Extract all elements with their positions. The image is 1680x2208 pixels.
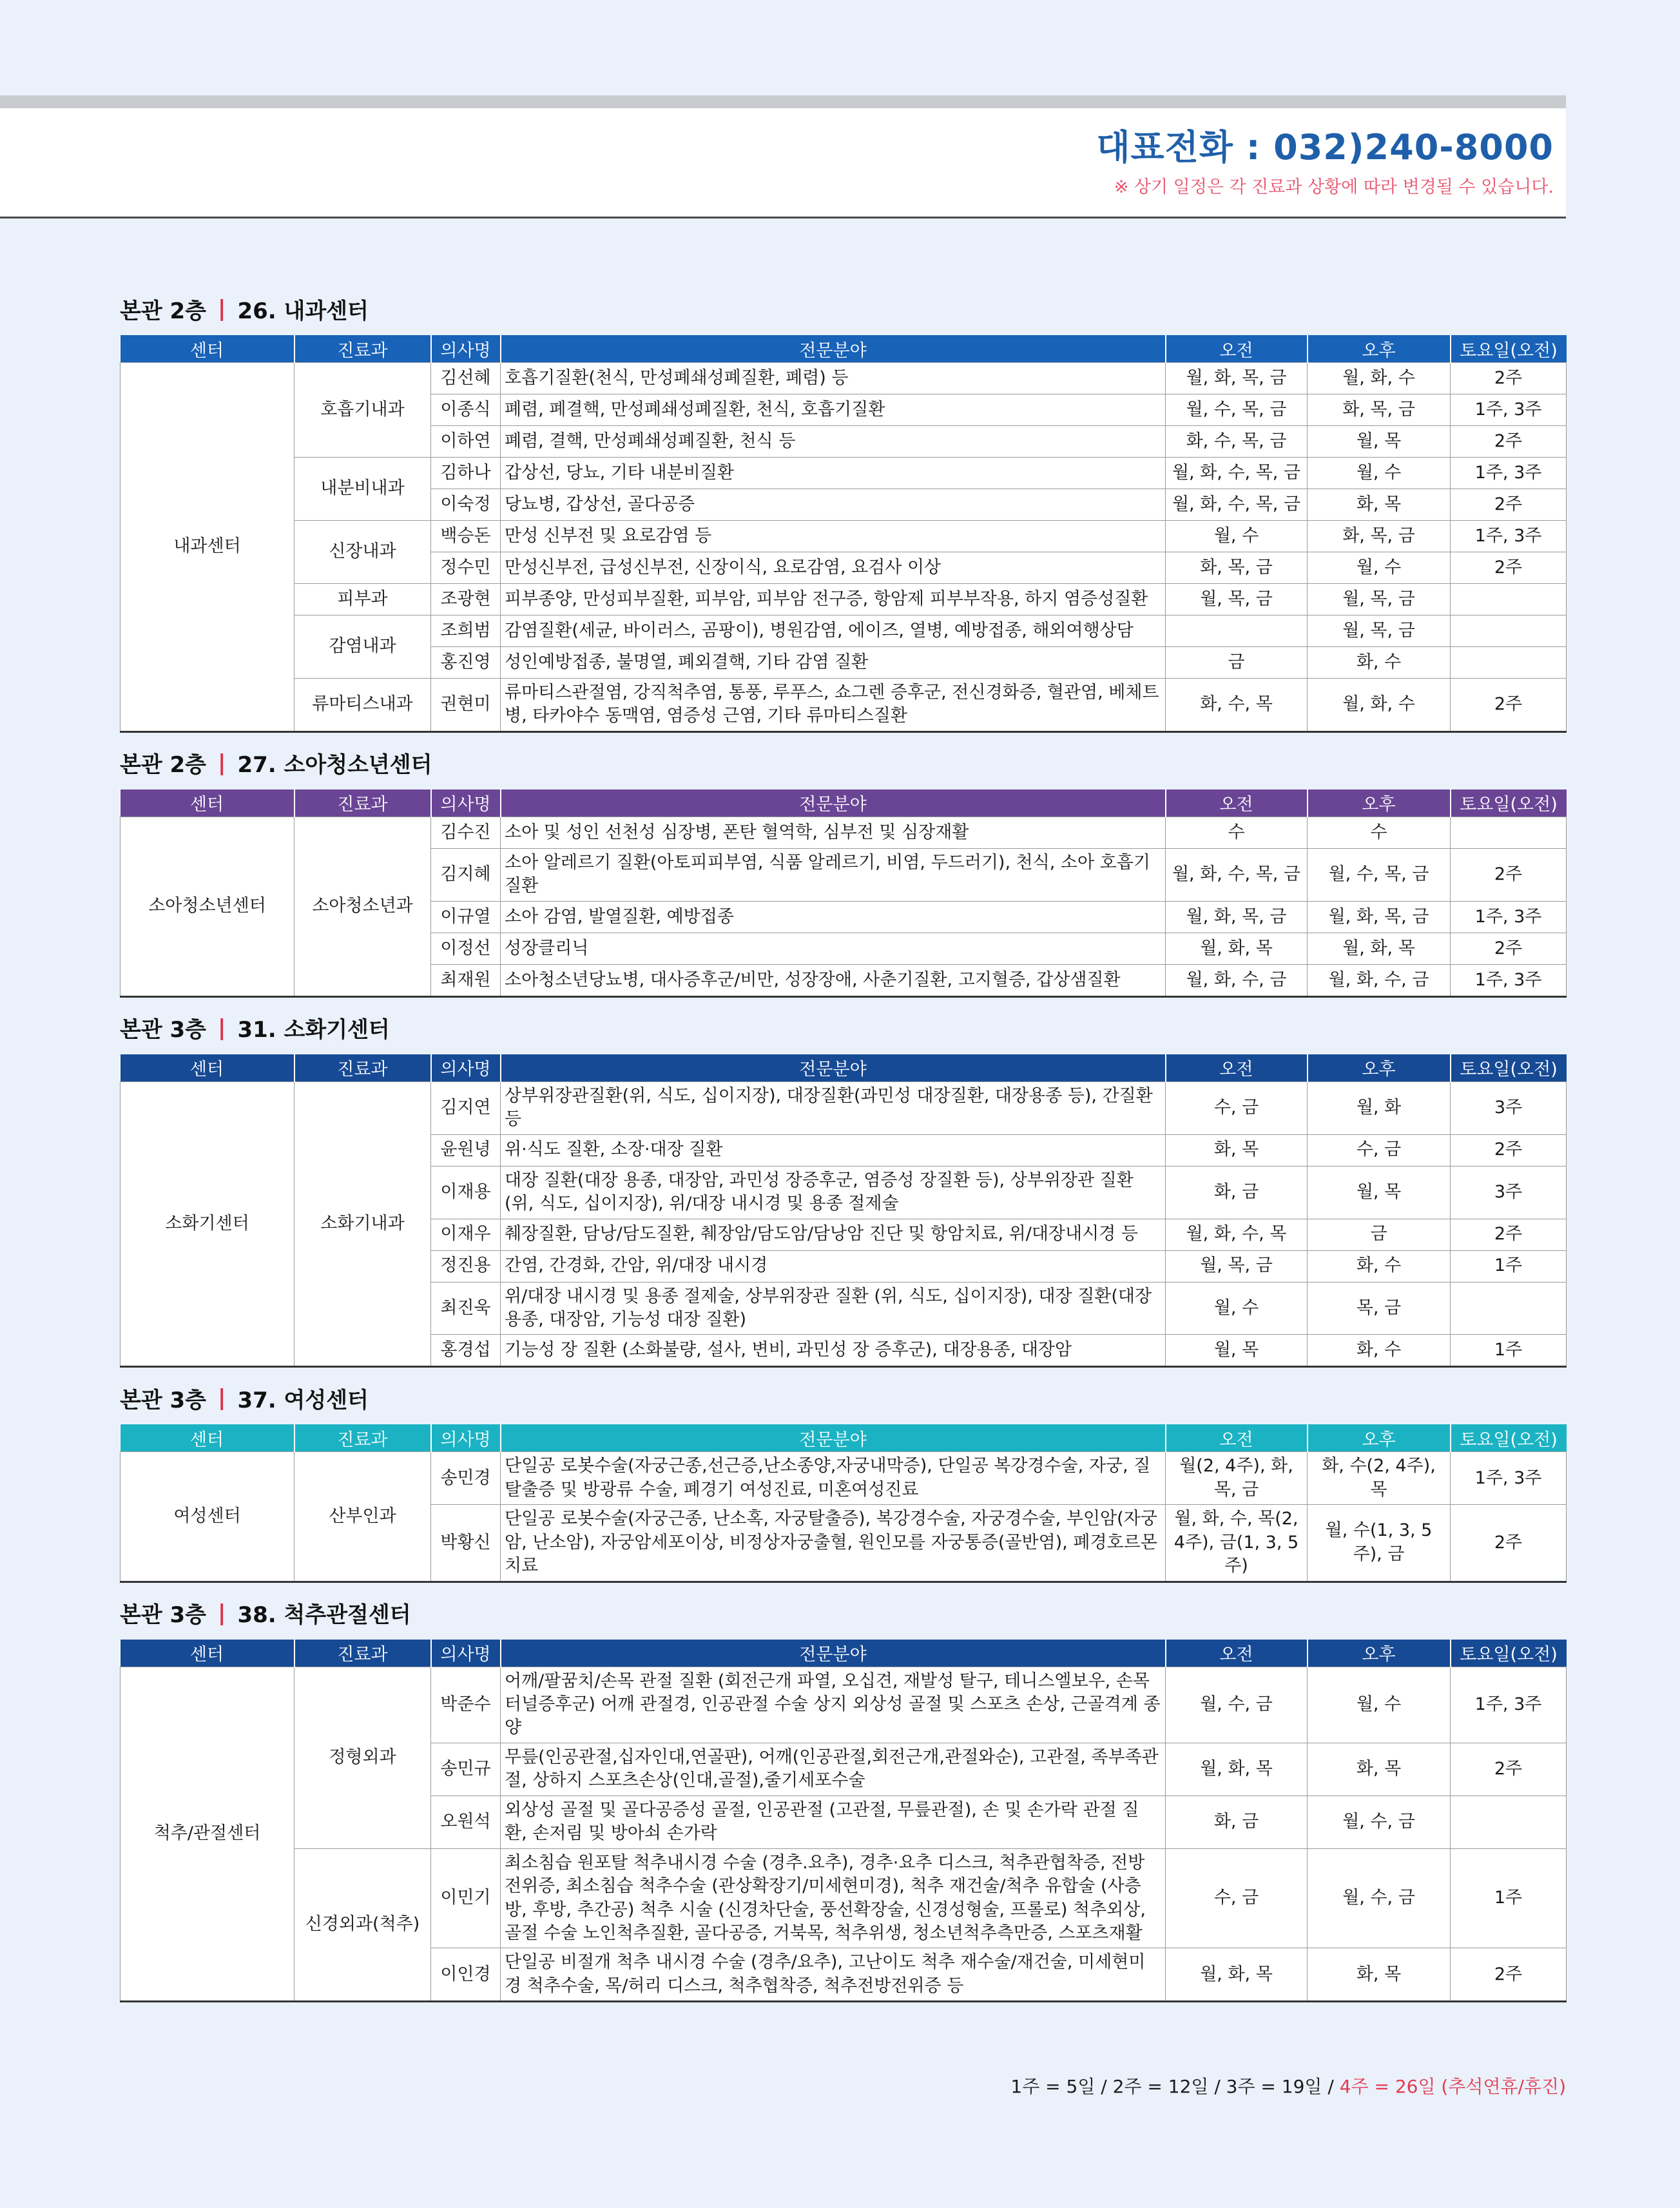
section-floor: 본관 3층: [120, 1387, 207, 1413]
specialty-cell: 외상성 골절 및 골다공증성 골절, 인공관절 (고관절, 무릎관절), 손 및 손가락 관절 질환, 손저림 및 방아쇠 손가락: [501, 1796, 1166, 1848]
saturday-cell: 3주: [1451, 1081, 1567, 1134]
doctor-name-cell: 홍경섭: [431, 1335, 501, 1367]
saturday-cell: [1451, 1282, 1567, 1335]
morning-cell: 월, 화, 수, 목, 금: [1166, 848, 1308, 901]
center-cell: 여성센터: [121, 1452, 294, 1582]
section-separator: |: [218, 296, 226, 322]
morning-cell: 월, 수, 금: [1166, 1667, 1308, 1743]
section-name: 38. 척추관절센터: [237, 1602, 411, 1629]
morning-cell: 월, 수: [1166, 1282, 1308, 1335]
doctor-name-cell: 오원석: [431, 1796, 501, 1848]
specialty-cell: 위·식도 질환, 소장·대장 질환: [501, 1134, 1166, 1166]
specialty-cell: 당뇨병, 갑상선, 골다공증: [501, 489, 1166, 521]
afternoon-cell: 수, 금: [1308, 1134, 1451, 1166]
column-header: 진료과: [294, 335, 431, 363]
doctor-name-cell: 권현미: [431, 679, 501, 732]
morning-cell: 월, 화, 목, 금: [1166, 363, 1308, 394]
morning-cell: 수: [1166, 817, 1308, 848]
afternoon-cell: 목, 금: [1308, 1282, 1451, 1335]
section-name: 37. 여성센터: [237, 1387, 369, 1413]
saturday-cell: 2주: [1451, 426, 1567, 458]
specialty-cell: 단일공 비절개 척추 내시경 수술 (경추/요추), 고난이도 척추 재수술/재건술, 미세현미경 척추수술, 목/허리 디스크, 척추협착증, 척추전방전위증 등: [501, 1948, 1166, 2002]
saturday-cell: 1주: [1451, 1335, 1567, 1367]
table-row: [121, 363, 1567, 394]
schedule-table: [120, 1054, 1567, 1368]
column-header: 진료과: [294, 789, 431, 817]
section-floor: 본관 2층: [120, 298, 207, 324]
doctor-name-cell: 이규열: [431, 901, 501, 933]
saturday-cell: [1451, 1796, 1567, 1848]
specialty-cell: 대장 질환(대장 용종, 대장암, 과민성 장증후군, 염증성 장질환 등), 상부위장관 질환(위, 식도, 십이지장), 위/대장 내시경 및 용종 절제술: [501, 1166, 1166, 1219]
schedule-table: [120, 1424, 1567, 1582]
saturday-cell: 1주, 3주: [1451, 1667, 1567, 1743]
saturday-cell: 2주: [1451, 679, 1567, 732]
department-cell: 피부과: [294, 584, 431, 615]
morning-cell: 화, 금: [1166, 1166, 1308, 1219]
morning-cell: 월, 목, 금: [1166, 1250, 1308, 1282]
specialty-cell: 갑상선, 당뇨, 기타 내분비질환: [501, 458, 1166, 489]
doctor-name-cell: 송민규: [431, 1743, 501, 1796]
afternoon-cell: 월, 목: [1308, 1166, 1451, 1219]
doctor-name-cell: 윤원녕: [431, 1134, 501, 1166]
footer-legend-holiday: 4주 = 26일 (추석연휴/휴진): [1339, 2076, 1566, 2097]
doctor-name-cell: 김수진: [431, 817, 501, 848]
saturday-cell: [1451, 817, 1567, 848]
doctor-name-cell: 김선혜: [431, 363, 501, 394]
department-cell: 내분비내과: [294, 458, 431, 521]
afternoon-cell: 수: [1308, 817, 1451, 848]
doctor-name-cell: 정수민: [431, 552, 501, 584]
saturday-cell: 2주: [1451, 1219, 1567, 1250]
schedule-table: [120, 335, 1567, 733]
morning-cell: 월(2, 4주), 화, 목, 금: [1166, 1452, 1308, 1505]
specialty-cell: 최소침습 원포탈 척추내시경 수술 (경추.요추), 경추·요추 디스크, 척추관협착증, 전방전위증, 최소침습 척추수술 (관상확장기/미세현미경), 척추 재건술/척추 유합술 (사층방, 후방, 추간공) 척추 시술 (신경차단술, 풍선확장술, 신경성형술, 프롤로) 척추외상, 골절 수술 노인척추질환, 골다공증, 거북목, 척추위생, 청소년척추측만증, 스포츠재활: [501, 1848, 1166, 1948]
section-separator: |: [218, 1014, 226, 1041]
table-row: [121, 1081, 1567, 1134]
afternoon-cell: 화, 목: [1308, 489, 1451, 521]
department-cell: 신경외과(척추): [294, 1848, 431, 2002]
morning-cell: 수, 금: [1166, 1081, 1308, 1134]
saturday-cell: [1451, 584, 1567, 615]
afternoon-cell: 월, 목, 금: [1308, 584, 1451, 615]
morning-cell: 월, 목: [1166, 1335, 1308, 1367]
afternoon-cell: 화, 수: [1308, 1335, 1451, 1367]
specialty-cell: 소아 알레르기 질환(아토피피부염, 식품 알레르기, 비염, 두드러기), 천식, 소아 호흡기 질환: [501, 848, 1166, 901]
morning-cell: 월, 화, 수, 목(2, 4주), 금(1, 3, 5주): [1166, 1505, 1308, 1582]
section-name: 27. 소아청소년센터: [237, 752, 432, 779]
saturday-cell: 1주, 3주: [1451, 901, 1567, 933]
specialty-cell: 성인예방접종, 불명열, 폐외결핵, 기타 감염 질환: [501, 647, 1166, 679]
column-header: 전문분야: [501, 1424, 1166, 1452]
specialty-cell: 폐렴, 결핵, 만성폐쇄성폐질환, 천식 등: [501, 426, 1166, 458]
table-row: [121, 521, 1567, 552]
saturday-cell: 2주: [1451, 552, 1567, 584]
afternoon-cell: 월, 수: [1308, 458, 1451, 489]
table-row: [121, 817, 1567, 848]
specialty-cell: 소아 감염, 발열질환, 예방접종: [501, 901, 1166, 933]
saturday-cell: 3주: [1451, 1166, 1567, 1219]
phone-number: 대표전화 : 032)240-8000: [1096, 127, 1554, 168]
morning-cell: 월, 화, 목: [1166, 1743, 1308, 1796]
section-floor: 본관 3층: [120, 1017, 207, 1043]
saturday-cell: 2주: [1451, 1743, 1567, 1796]
specialty-cell: 단일공 로봇수술(자궁근종, 난소혹, 자궁탈출증), 복강경수술, 자궁경수술, 부인암(자궁암, 난소암), 자궁암세포이상, 비정상자궁출혈, 원인모를 자궁통증(골반염), 폐경호르몬치료: [501, 1505, 1166, 1582]
morning-cell: 월, 화, 목, 금: [1166, 901, 1308, 933]
specialty-cell: 만성신부전, 급성신부전, 신장이식, 요로감염, 요검사 이상: [501, 552, 1166, 584]
specialty-cell: 소아청소년당뇨병, 대사증후군/비만, 성장장애, 사춘기질환, 고지혈증, 갑상샘질환: [501, 964, 1166, 996]
doctor-name-cell: 이재용: [431, 1166, 501, 1219]
column-header: 의사명: [431, 789, 501, 817]
afternoon-cell: 월, 화, 수: [1308, 679, 1451, 732]
specialty-cell: 만성 신부전 및 요로감염 등: [501, 521, 1166, 552]
doctor-name-cell: 이종식: [431, 394, 501, 426]
specialty-cell: 소아 및 성인 선천성 심장병, 폰탄 혈역학, 심부전 및 심장재활: [501, 817, 1166, 848]
doctor-name-cell: 송민경: [431, 1452, 501, 1505]
saturday-cell: 2주: [1451, 1134, 1567, 1166]
specialty-cell: 기능성 장 질환 (소화불량, 설사, 변비, 과민성 장 증후군), 대장용종, 대장암: [501, 1335, 1166, 1367]
saturday-cell: 2주: [1451, 933, 1567, 964]
saturday-cell: 1주: [1451, 1848, 1567, 1948]
saturday-cell: 2주: [1451, 1505, 1567, 1582]
section-title: [120, 1379, 1566, 1417]
afternoon-cell: 화, 수: [1308, 1250, 1451, 1282]
afternoon-cell: 화, 목: [1308, 1743, 1451, 1796]
column-header: 오후: [1308, 1424, 1451, 1452]
center-cell: 소화기센터: [121, 1081, 294, 1367]
doctor-name-cell: 이숙정: [431, 489, 501, 521]
column-header: 토요일(오전): [1451, 789, 1567, 817]
doctor-name-cell: 이민기: [431, 1848, 501, 1948]
afternoon-cell: 화, 목, 금: [1308, 521, 1451, 552]
afternoon-cell: 월, 수, 금: [1308, 1848, 1451, 1948]
column-header: 오전: [1166, 789, 1308, 817]
doctor-name-cell: 백승돈: [431, 521, 501, 552]
department-cell: 감염내과: [294, 615, 431, 679]
table-row: [121, 584, 1567, 615]
table-row: [121, 679, 1567, 732]
afternoon-cell: 화, 수: [1308, 647, 1451, 679]
specialty-cell: 무릎(인공관절,십자인대,연골판), 어깨(인공관절,회전근개,관절와순), 고관절, 족부족관절, 상하지 스포츠손상(인대,골절),줄기세포수술: [501, 1743, 1166, 1796]
afternoon-cell: 월, 화, 수, 금: [1308, 964, 1451, 996]
department-cell: 정형외과: [294, 1667, 431, 1848]
doctor-name-cell: 김지연: [431, 1081, 501, 1134]
afternoon-cell: 월, 수(1, 3, 5주), 금: [1308, 1505, 1451, 1582]
saturday-cell: 1주, 3주: [1451, 521, 1567, 552]
morning-cell: 월, 화, 수, 금: [1166, 964, 1308, 996]
doctor-name-cell: 홍진영: [431, 647, 501, 679]
center-cell: 소아청소년센터: [121, 817, 294, 996]
section-title: [120, 290, 1566, 327]
afternoon-cell: 월, 수, 금: [1308, 1796, 1451, 1848]
column-header: 의사명: [431, 1054, 501, 1082]
specialty-cell: 췌장질환, 담낭/담도질환, 췌장암/담도암/담낭암 진단 및 항암치료, 위/대장내시경 등: [501, 1219, 1166, 1250]
doctor-name-cell: 김지혜: [431, 848, 501, 901]
department-cell: 호흡기내과: [294, 363, 431, 458]
specialty-cell: 간염, 간경화, 간암, 위/대장 내시경: [501, 1250, 1166, 1282]
doctor-name-cell: 이인경: [431, 1948, 501, 2002]
saturday-cell: 1주, 3주: [1451, 458, 1567, 489]
schedule-content: [120, 278, 1566, 2002]
afternoon-cell: 월, 화, 목: [1308, 933, 1451, 964]
specialty-cell: 성장클리닉: [501, 933, 1166, 964]
doctor-name-cell: 김하나: [431, 458, 501, 489]
specialty-cell: 류마티스관절염, 강직척추염, 통풍, 루푸스, 쇼그렌 증후군, 전신경화증, 혈관염, 베체트병, 타카야수 동맥염, 염증성 근염, 기타 류마티스질환: [501, 679, 1166, 732]
footer-legend: [1010, 2073, 1566, 2098]
afternoon-cell: 월, 수: [1308, 552, 1451, 584]
specialty-cell: 단일공 로봇수술(자궁근종,선근증,난소종양,자궁내막증), 단일공 복강경수술, 자궁, 질 탈출증 및 방광류 수술, 폐경기 여성진료, 미혼여성진료: [501, 1452, 1166, 1505]
column-header: 센터: [121, 335, 294, 363]
center-cell: 내과센터: [121, 363, 294, 732]
department-cell: 산부인과: [294, 1452, 431, 1582]
doctor-name-cell: 최재원: [431, 964, 501, 996]
column-header: 전문분야: [501, 335, 1166, 363]
section-name: 31. 소화기센터: [237, 1017, 390, 1043]
doctor-name-cell: 박황신: [431, 1505, 501, 1582]
saturday-cell: [1451, 647, 1567, 679]
department-cell: 신장내과: [294, 521, 431, 584]
section-separator: |: [218, 750, 226, 776]
top-bar: [0, 95, 1566, 108]
morning-cell: 월, 수, 목, 금: [1166, 394, 1308, 426]
column-header: 센터: [121, 1054, 294, 1082]
column-header: 의사명: [431, 1424, 501, 1452]
department-cell: 소화기내과: [294, 1081, 431, 1367]
specialty-cell: 위/대장 내시경 및 용종 절제술, 상부위장관 질환 (위, 식도, 십이지장), 대장 질환(대장 용종, 대장암, 기능성 대장 질환): [501, 1282, 1166, 1335]
column-header: 토요일(오전): [1451, 1054, 1567, 1082]
column-header: 오전: [1166, 1640, 1308, 1667]
saturday-cell: 1주, 3주: [1451, 394, 1567, 426]
specialty-cell: 어깨/팔꿈치/손목 관절 질환 (회전근개 파열, 오십견, 재발성 탈구, 테니스엘보우, 손목터널증후군) 어깨 관절경, 인공관절 수술 상지 외상성 골절 및 스포츠 손상, 근골격계 종양: [501, 1667, 1166, 1743]
afternoon-cell: 월, 수: [1308, 1667, 1451, 1743]
column-header: 센터: [121, 1424, 294, 1452]
doctor-name-cell: 조희범: [431, 615, 501, 647]
column-header: 의사명: [431, 1640, 501, 1667]
doctor-name-cell: 이재우: [431, 1219, 501, 1250]
morning-cell: [1166, 615, 1308, 647]
column-header: 진료과: [294, 1640, 431, 1667]
column-header: 센터: [121, 1640, 294, 1667]
morning-cell: 화, 수, 목: [1166, 679, 1308, 732]
specialty-cell: 폐렴, 폐결핵, 만성폐쇄성폐질환, 천식, 호흡기질환: [501, 394, 1166, 426]
section-floor: 본관 2층: [120, 752, 207, 779]
column-header: 오후: [1308, 1054, 1451, 1082]
table-row: [121, 615, 1567, 647]
column-header: 오전: [1166, 335, 1308, 363]
morning-cell: 화, 목: [1166, 1134, 1308, 1166]
morning-cell: 월, 화, 수, 목, 금: [1166, 458, 1308, 489]
column-header: 의사명: [431, 335, 501, 363]
table-row: [121, 1667, 1567, 1743]
saturday-cell: 2주: [1451, 848, 1567, 901]
doctor-name-cell: 이정선: [431, 933, 501, 964]
afternoon-cell: 월, 목: [1308, 426, 1451, 458]
column-header: 전문분야: [501, 1054, 1166, 1082]
column-header: 오후: [1308, 1640, 1451, 1667]
afternoon-cell: 금: [1308, 1219, 1451, 1250]
afternoon-cell: 화, 목, 금: [1308, 394, 1451, 426]
afternoon-cell: 월, 화, 수: [1308, 363, 1451, 394]
afternoon-cell: 월, 화, 목, 금: [1308, 901, 1451, 933]
afternoon-cell: 월, 화: [1308, 1081, 1451, 1134]
morning-cell: 월, 수: [1166, 521, 1308, 552]
department-cell: 류마티스내과: [294, 679, 431, 732]
department-cell: 소아청소년과: [294, 817, 431, 996]
column-header: 토요일(오전): [1451, 1424, 1567, 1452]
column-header: 오전: [1166, 1424, 1308, 1452]
morning-cell: 월, 목, 금: [1166, 584, 1308, 615]
table-row: [121, 1452, 1567, 1505]
column-header: 진료과: [294, 1054, 431, 1082]
section-title: [120, 1594, 1566, 1632]
morning-cell: 월, 화, 목: [1166, 933, 1308, 964]
schedule-notice: ※ 상기 일정은 각 진료과 상황에 따라 변경될 수 있습니다.: [1114, 177, 1554, 197]
doctor-name-cell: 정진용: [431, 1250, 501, 1282]
afternoon-cell: 화, 수(2, 4주), 목: [1308, 1452, 1451, 1505]
doctor-name-cell: 최진욱: [431, 1282, 501, 1335]
section-title: [120, 744, 1566, 782]
saturday-cell: [1451, 615, 1567, 647]
section-separator: |: [218, 1385, 226, 1411]
column-header: 오후: [1308, 789, 1451, 817]
table-row: [121, 458, 1567, 489]
center-cell: 척추/관절센터: [121, 1667, 294, 2002]
morning-cell: 월, 화, 수, 목: [1166, 1219, 1308, 1250]
doctor-name-cell: 조광현: [431, 584, 501, 615]
saturday-cell: 1주: [1451, 1250, 1567, 1282]
schedule-table: [120, 1640, 1567, 2003]
morning-cell: 수, 금: [1166, 1848, 1308, 1948]
section-floor: 본관 3층: [120, 1602, 207, 1629]
footer-legend-text: 1주 = 5일 / 2주 = 12일 / 3주 = 19일 /: [1010, 2076, 1334, 2097]
specialty-cell: 호흡기질환(천식, 만성폐쇄성폐질환, 폐렴) 등: [501, 363, 1166, 394]
saturday-cell: 2주: [1451, 1948, 1567, 2002]
section-title: [120, 1009, 1566, 1047]
afternoon-cell: 화, 목: [1308, 1948, 1451, 2002]
schedule-table: [120, 789, 1567, 998]
column-header: 진료과: [294, 1424, 431, 1452]
doctor-name-cell: 이하연: [431, 426, 501, 458]
doctor-name-cell: 박준수: [431, 1667, 501, 1743]
morning-cell: 화, 목, 금: [1166, 552, 1308, 584]
saturday-cell: 1주, 3주: [1451, 1452, 1567, 1505]
morning-cell: 금: [1166, 647, 1308, 679]
afternoon-cell: 월, 수, 목, 금: [1308, 848, 1451, 901]
afternoon-cell: 월, 목, 금: [1308, 615, 1451, 647]
column-header: 오후: [1308, 335, 1451, 363]
column-header: 토요일(오전): [1451, 1640, 1567, 1667]
morning-cell: 월, 화, 수, 목, 금: [1166, 489, 1308, 521]
section-separator: |: [218, 1600, 226, 1626]
header-divider: [0, 217, 1566, 218]
section-name: 26. 내과센터: [237, 298, 369, 324]
column-header: 전문분야: [501, 789, 1166, 817]
column-header: 전문분야: [501, 1640, 1166, 1667]
specialty-cell: 피부종양, 만성피부질환, 피부암, 피부암 전구증, 항암제 피부부작용, 하지 염증성질환: [501, 584, 1166, 615]
column-header: 센터: [121, 789, 294, 817]
column-header: 토요일(오전): [1451, 335, 1567, 363]
table-row: [121, 1848, 1567, 1948]
morning-cell: 월, 화, 목: [1166, 1948, 1308, 2002]
saturday-cell: 1주, 3주: [1451, 964, 1567, 996]
specialty-cell: 상부위장관질환(위, 식도, 십이지장), 대장질환(과민성 대장질환, 대장용종 등), 간질환 등: [501, 1081, 1166, 1134]
morning-cell: 화, 수, 목, 금: [1166, 426, 1308, 458]
saturday-cell: 2주: [1451, 489, 1567, 521]
saturday-cell: 2주: [1451, 363, 1567, 394]
column-header: 오전: [1166, 1054, 1308, 1082]
specialty-cell: 감염질환(세균, 바이러스, 곰팡이), 병원감염, 에이즈, 열병, 예방접종, 해외여행상담: [501, 615, 1166, 647]
morning-cell: 화, 금: [1166, 1796, 1308, 1848]
